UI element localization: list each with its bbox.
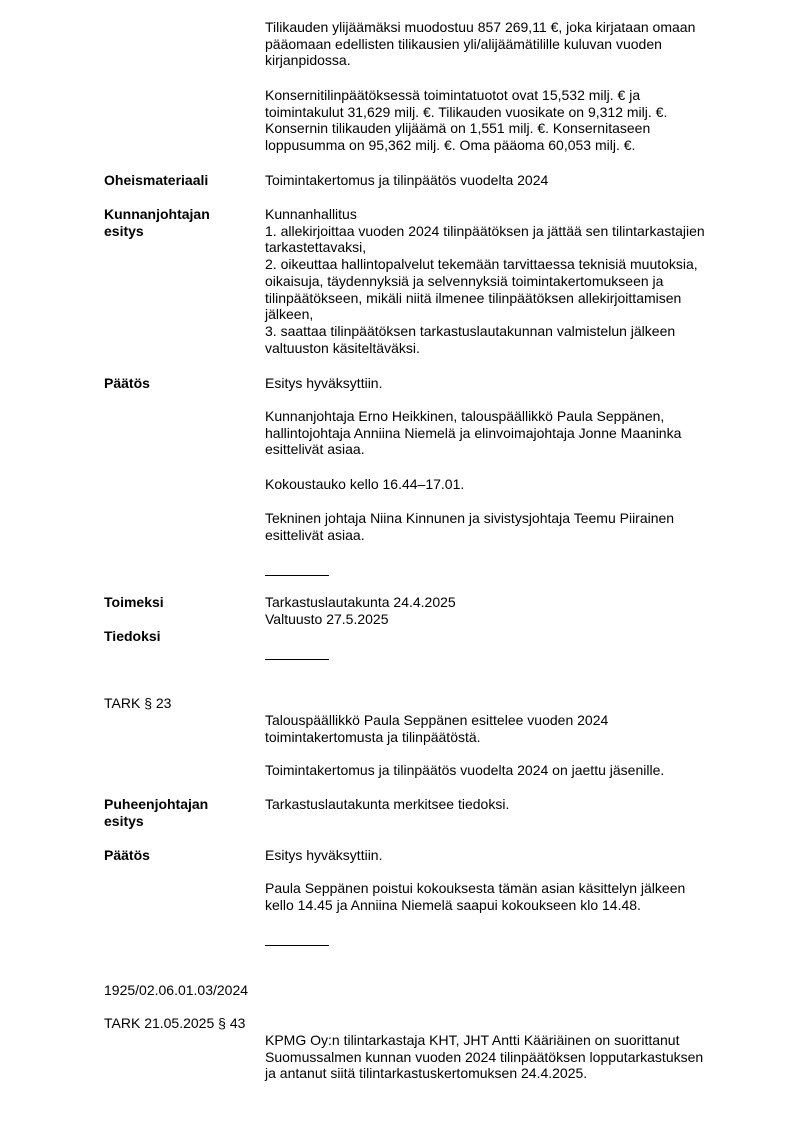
paatos-label: Päätös: [104, 847, 150, 863]
tark-23-paragraph: Toimintakertomus ja tilinpäätös vuodelta 2024 on jaettu jäsenille.: [265, 762, 665, 778]
tark-23-heading: TARK § 23: [104, 695, 172, 711]
puheenjohtajan-esitys-text: Tarkastuslautakunta merkitsee tiedoksi.: [265, 796, 510, 812]
oheismateriaali-text: Toimintakertomus ja tilinpäätös vuodelta 2024: [265, 172, 549, 188]
toimeksi-label: Toimeksi: [104, 594, 164, 610]
tiedoksi-label: Tiedoksi: [104, 628, 161, 644]
section-divider: [265, 659, 329, 660]
kunnanjohtajan-esitys-label: Kunnanjohtajan esitys: [104, 206, 210, 239]
puheenjohtajan-esitys-label: Puheenjohtajan esitys: [104, 796, 209, 829]
tark-43-paragraph: KPMG Oy:n tilintarkastaja KHT, JHT Antti Kääriäinen on suorittanut Suomussalmen kunnan vuoden 2024 tilinpäätöksen lopputarkastuksen ja antanut siitä tilintarkastuskertomuksen 24.4.2025.: [265, 1032, 704, 1082]
paatos-paragraph: Tekninen johtaja Niina Kinnunen ja sivistysjohtaja Teemu Piirainen esittelivät asiaa.: [265, 510, 675, 543]
paatos-label: Päätös: [104, 375, 150, 391]
intro-paragraph-2: Konsernitilinpäätöksessä toimintatuotot ovat 15,532 milj. € ja toimintakulut 31,629 milj. €. Tilikauden vuosikate on 9,312 milj. €. Konsernin tilikauden ylijäämä on 1,551 milj. €. Konsernitaseen loppusumma on 95,362 milj. €. Oma pääoma 60,053 milj. €.: [265, 87, 668, 154]
section-divider: [265, 945, 329, 946]
kokoustauko-text: Kokoustauko kello 16.44–17.01.: [265, 476, 465, 492]
paatos-paragraph: Kunnanjohtaja Erno Heikkinen, talouspäällikkö Paula Seppänen, hallintojohtaja Anniina Niemelä ja elinvoimajohtaja Jonne Maaninka esittelivät asiaa.: [265, 408, 682, 458]
kunnanjohtajan-esitys-text: Kunnanhallitus 1. allekirjoittaa vuoden 2024 tilinpäätöksen ja jättää sen tilintarkastajien tarkastettavaksi, 2. oikeuttaa hallintopalvelut tekemään tarvittaessa teknisiä muutoksia, oikaisuja, täydennyksiä ja selvennyksiä toimintakertomukseen ja tilinpäätökseen, mikäli niitä ilmenee tilinpäätöksen allekirjoittamisen jälkeen, 3. saattaa tilinpäätöksen tarkastuslautakunnan valmistelun jälkeen valtuuston käsiteltäväksi.: [265, 206, 705, 356]
paatos-paragraph: Paula Seppänen poistui kokouksesta tämän asian käsittelyn jälkeen kello 14.45 ja Anniina Niemelä saapui kokoukseen klo 14.48.: [265, 880, 686, 913]
intro-paragraph-1: Tilikauden ylijäämäksi muodostuu 857 269,11 €, joka kirjataan omaan pääomaan edellisten tilikausien yli/alijäämätilille kuluvan vuoden kirjanpidossa.: [265, 19, 696, 69]
paatos-text: Esitys hyväksyttiin.: [265, 375, 383, 391]
tark-43-heading: TARK 21.05.2025 § 43: [104, 1015, 246, 1031]
document-number: 1925/02.06.01.03/2024: [104, 982, 249, 998]
toimeksi-text: Tarkastuslautakunta 24.4.2025 Valtuusto 27.5.2025: [265, 594, 456, 627]
tark-23-paragraph: Talouspäällikkö Paula Seppänen esittelee vuoden 2024 toimintakertomusta ja tilinpäätöstä.: [265, 712, 609, 745]
oheismateriaali-label: Oheismateriaali: [104, 172, 209, 188]
section-divider: [265, 575, 329, 576]
paatos-text: Esitys hyväksyttiin.: [265, 847, 383, 863]
